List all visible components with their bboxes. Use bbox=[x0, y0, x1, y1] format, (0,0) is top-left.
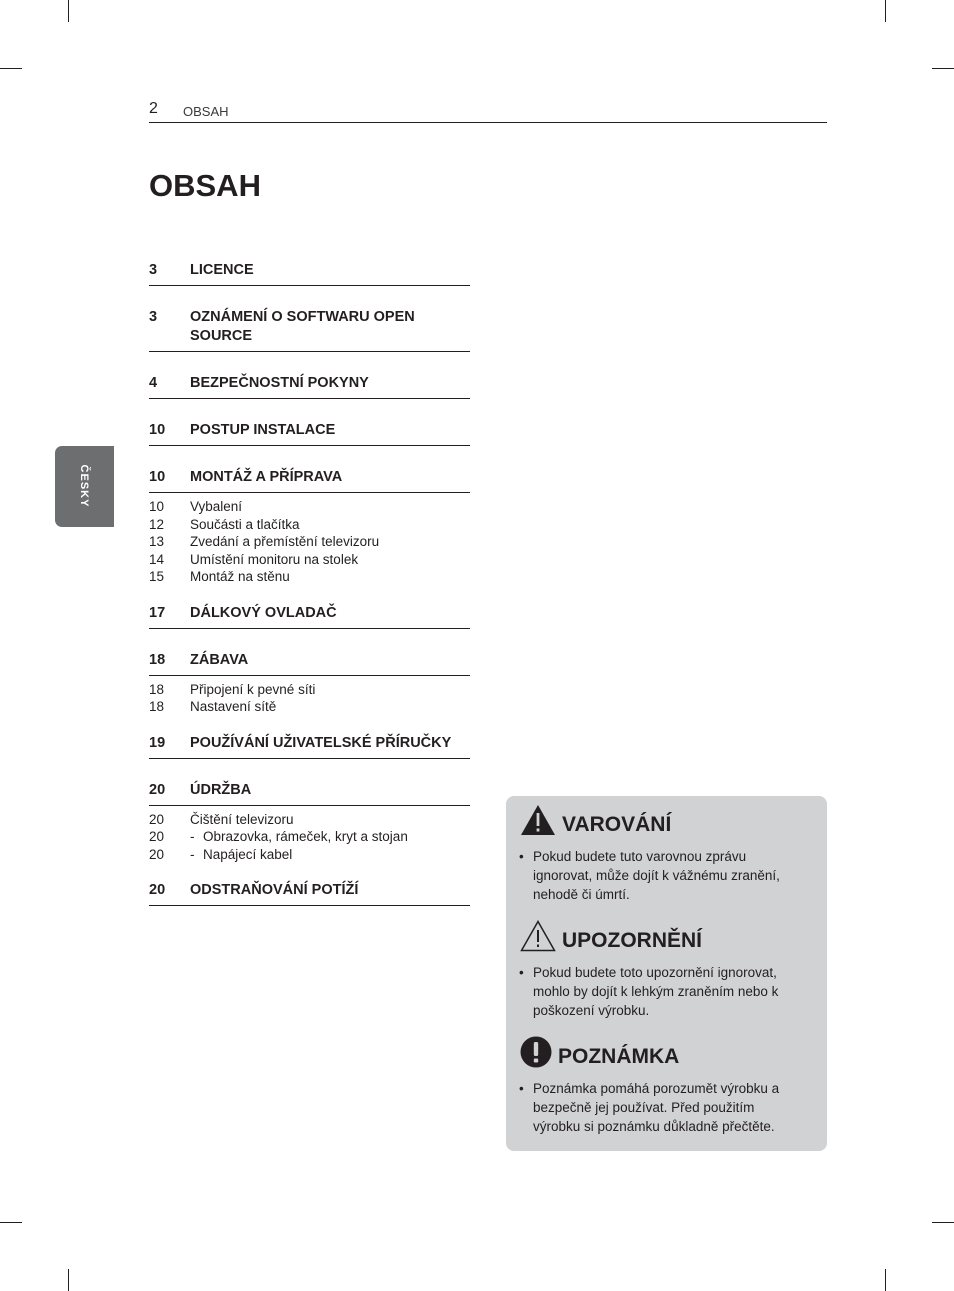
toc-entry bbox=[149, 308, 470, 352]
toc-subentry-page: 12 bbox=[149, 516, 165, 532]
toc-subentry-page: 20 bbox=[149, 811, 165, 827]
header-title: OBSAH bbox=[183, 104, 229, 119]
crop-mark bbox=[0, 1222, 22, 1223]
toc-subentry-page: 18 bbox=[149, 681, 165, 697]
toc-entry-page: 17 bbox=[149, 604, 166, 621]
language-tab bbox=[55, 446, 114, 527]
toc-subentry-title: Připojení k pevné síti bbox=[190, 681, 316, 697]
toc-entry bbox=[149, 651, 470, 676]
table-of-contents bbox=[149, 261, 470, 906]
warning-label: VAROVÁNÍ bbox=[562, 813, 672, 836]
toc-subentry-title: Zvedání a přemístění televizoru bbox=[190, 534, 380, 549]
toc-subentry bbox=[149, 516, 470, 534]
toc-entry-title: LICENCE bbox=[190, 262, 254, 278]
toc-subentry bbox=[149, 551, 470, 569]
toc-subentry bbox=[149, 846, 470, 864]
crop-mark bbox=[885, 1269, 886, 1291]
note-heading bbox=[520, 1036, 679, 1068]
toc-entry-page: 10 bbox=[149, 422, 166, 438]
crop-mark bbox=[0, 68, 22, 69]
toc-entry-page: 18 bbox=[149, 651, 166, 668]
toc-entry bbox=[149, 604, 470, 629]
crop-mark bbox=[932, 68, 954, 69]
toc-entry-title: ZÁBAVA bbox=[190, 651, 249, 668]
crop-mark bbox=[68, 0, 69, 22]
crop-mark bbox=[885, 0, 886, 22]
toc-subentry bbox=[149, 498, 470, 516]
toc-entry bbox=[149, 734, 470, 759]
crop-mark bbox=[932, 1222, 954, 1223]
toc-subentry-page: 14 bbox=[149, 551, 165, 567]
toc-subentry-page: 20 bbox=[149, 846, 165, 862]
toc-subentry-dash: - bbox=[190, 846, 195, 862]
toc-subentry-title: Čištění televizoru bbox=[190, 811, 294, 827]
toc-entry-title: MONTÁŽ A PŘÍPRAVA bbox=[190, 469, 343, 485]
toc-entry bbox=[149, 421, 470, 446]
toc-entry bbox=[149, 261, 470, 286]
toc-subentry-title: Umístění monitoru na stolek bbox=[190, 551, 359, 567]
toc-subentry bbox=[149, 828, 470, 846]
toc-entry-page: 20 bbox=[149, 781, 166, 798]
toc-entry-page: 4 bbox=[149, 375, 158, 391]
toc-subentry-page: 20 bbox=[149, 829, 165, 844]
page-header bbox=[149, 98, 827, 123]
caution-label: UPOZORNĚNÍ bbox=[562, 929, 703, 952]
toc-entry bbox=[149, 374, 470, 399]
crop-mark bbox=[68, 1269, 69, 1291]
toc-subentry-dash: - bbox=[190, 829, 195, 844]
toc-entry bbox=[149, 468, 470, 493]
warning-heading bbox=[520, 804, 671, 836]
toc-entry-title: BEZPEČNOSTNÍ POKYNY bbox=[190, 375, 369, 391]
toc-subentry-title: Nastavení sítě bbox=[190, 699, 277, 714]
toc-entry-title: POUŽÍVÁNÍ UŽIVATELSKÉ PŘÍRUČKY bbox=[190, 734, 452, 751]
toc-entry-title: DÁLKOVÝ OVLADAČ bbox=[190, 604, 337, 621]
warning-triangle-filled-icon bbox=[520, 804, 556, 836]
toc-subentry bbox=[149, 698, 470, 716]
page-number: 2 bbox=[149, 100, 158, 117]
caution-heading bbox=[520, 920, 702, 952]
page-title: OBSAH bbox=[149, 168, 261, 203]
toc-subentry bbox=[149, 811, 470, 829]
toc-subentries bbox=[149, 681, 470, 716]
toc-subentry-title: Součásti a tlačítka bbox=[190, 516, 300, 532]
toc-subentry bbox=[149, 568, 470, 586]
toc-subentry-page: 13 bbox=[149, 534, 165, 549]
caution-text: • Pokud budete toto upozornění ignorovat, mohlo by dojít k lehkým zraněním nebo k poškození výrobku. bbox=[519, 965, 779, 1018]
toc-entry bbox=[149, 881, 470, 906]
toc-subentry-title: Napájecí kabel bbox=[203, 846, 293, 862]
toc-subentry bbox=[149, 681, 470, 699]
toc-subentry-title: Obrazovka, rámeček, kryt a stojan bbox=[203, 829, 408, 844]
toc-entry-page: 20 bbox=[149, 882, 166, 898]
toc-subentries bbox=[149, 811, 470, 864]
toc-entry-page: 3 bbox=[149, 309, 158, 325]
exclamation-circle-icon bbox=[520, 1036, 552, 1068]
toc-subentries bbox=[149, 498, 470, 586]
toc-entry-page: 3 bbox=[149, 262, 158, 278]
toc-subentry-title: Vybalení bbox=[190, 499, 243, 514]
note-label: POZNÁMKA bbox=[558, 1045, 680, 1068]
caution-triangle-outline-icon bbox=[520, 920, 556, 952]
toc-entry-title: OZNÁMENÍ O SOFTWARU OPEN SOURCE bbox=[190, 309, 415, 344]
toc-entry-title: ODSTRAŇOVÁNÍ POTÍŽÍ bbox=[190, 882, 359, 898]
toc-entry bbox=[149, 781, 470, 806]
toc-subentry-page: 10 bbox=[149, 499, 165, 514]
toc-subentry-page: 18 bbox=[149, 699, 165, 714]
notes-box bbox=[506, 796, 827, 1151]
toc-entry-page: 19 bbox=[149, 734, 166, 751]
toc-subentry-page: 15 bbox=[149, 569, 165, 584]
toc-subentry bbox=[149, 533, 470, 551]
note-text: • Poznámka pomáhá porozumět výrobku a bezpečně jej používat. Před použitím výrobku si poznámku důkladně přečtěte. bbox=[519, 1081, 780, 1134]
toc-entry-page: 10 bbox=[149, 469, 166, 485]
toc-entry-title: POSTUP INSTALACE bbox=[190, 422, 336, 438]
warning-text: • Pokud budete tuto varovnou zprávu ignorovat, může dojít k vážnému zranění, nehodě či úmrtí. bbox=[519, 849, 780, 902]
toc-subentry-title: Montáž na stěnu bbox=[190, 569, 290, 584]
toc-entry-title: ÚDRŽBA bbox=[190, 781, 252, 798]
language-tab-label: ČESKY bbox=[78, 464, 90, 508]
